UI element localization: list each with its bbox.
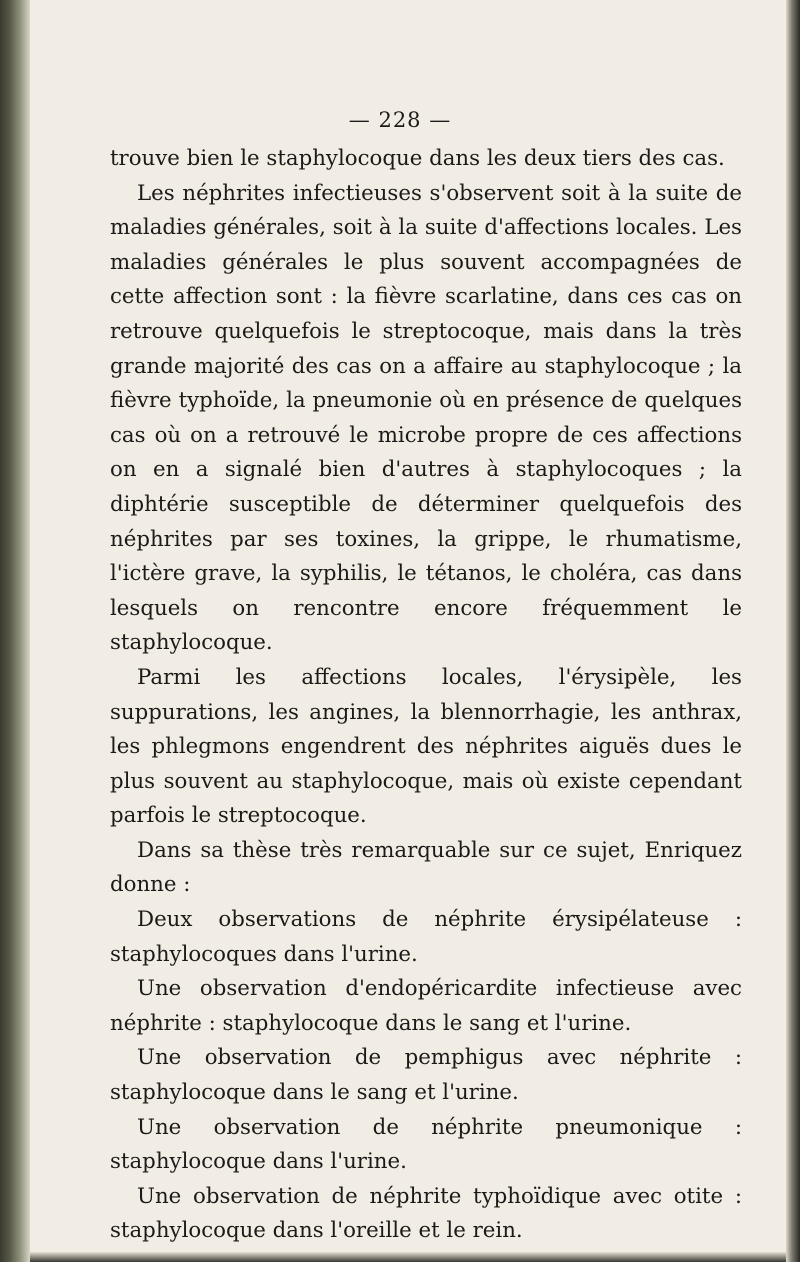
paragraph-observation-pemphigus: Une observation de pemphigus avec néphrite : staphylocoque dans le sang et l'urine. — [110, 1045, 742, 1106]
paragraph-observation-pneumonique: Une observation de néphrite pneumonique : staphylocoque dans l'urine. — [110, 1114, 742, 1175]
paragraph-observation-erysipelateuse: Deux observations de néphrite érysipélateuse : staphylocoques dans l'urine. — [110, 907, 742, 967]
paragraph-affections-locales: Parmi les affections locales, l'érysipèle, les suppurations, les angines, la blennorrhagie, les anthrax, les phlegmons engendrent des néphrites aiguës dues le plus souvent au staphylocoque, mais où existe cependant parfois le streptocoque. — [110, 664, 742, 829]
book-spine-edge — [0, 0, 30, 1262]
page-right-edge — [786, 0, 800, 1262]
paragraph-observation-endopericardite: Une observation d'endopéricardite infectieuse avec néphrite : staphylocoque dans le sang et l'urine. — [110, 976, 742, 1036]
paragraph-nephrites-infectieuses: Les néphrites infectieuses s'observent soit à la suite de maladies générales, soit à la suite d'affections locales. Les maladies générales le plus souvent accompagnées de cette affection sont : la fièvre scarlatine, dans ces cas on retrouve quelquefois le streptocoque, mais dans la très grande majorité des cas on a affaire au staphylocoque ; la fièvre typhoïde, la pneumonie où en présence de quelques cas où on a retrouvé le microbe propre de ces affections on en a signalé bien d'autres à staphylocoques ; la diphtérie susceptible de déterminer quelquefois des néphrites par ses toxines, la grippe, le rhumatisme, l'ictère grave, la syphilis, le tétanos, le choléra, cas dans lesquels on rencontre encore fréquemment le staphylocoque. — [110, 180, 742, 656]
page-bottom-edge — [30, 1252, 786, 1262]
paragraph-these-enriquez: Dans sa thèse très remarquable sur ce sujet, Enriquez donne : — [110, 837, 742, 898]
paragraph-observation-typhoidique: Une observation de néphrite typhoïdique avec otite : staphylocoque dans l'oreille et le rein. — [110, 1183, 742, 1244]
page-number: — 228 — — [348, 108, 452, 132]
paragraph-continuation: trouve bien le staphylocoque dans les deux tiers des cas. — [110, 146, 725, 171]
page-body — [110, 142, 742, 1249]
